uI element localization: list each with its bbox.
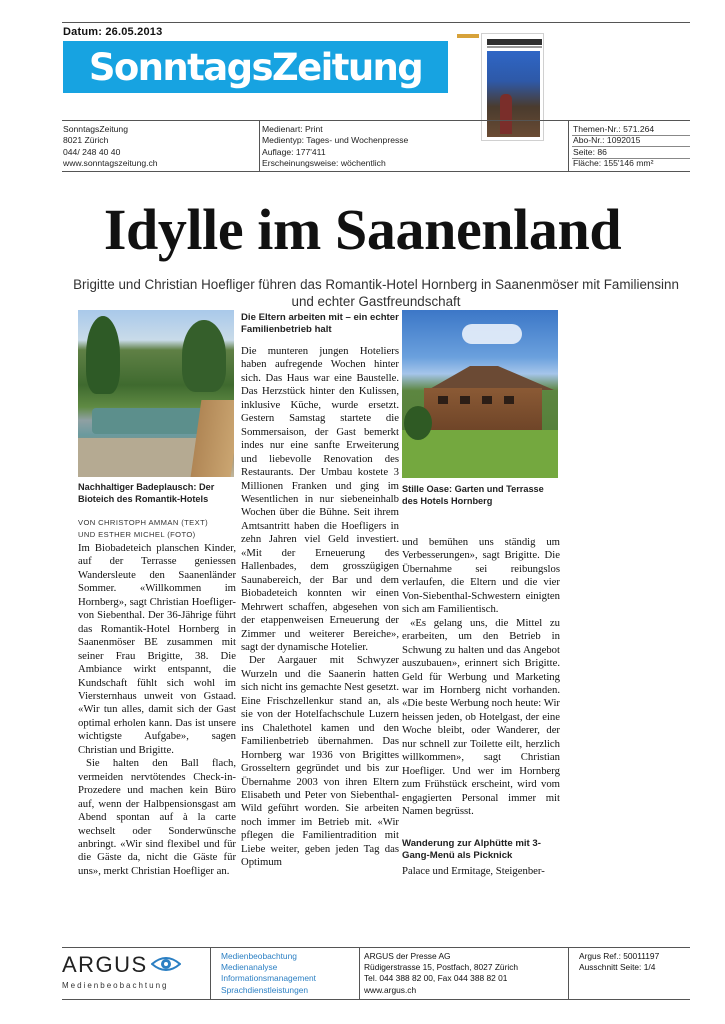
footer-divider: [568, 947, 569, 999]
publisher-info: [63, 124, 158, 170]
article-paragraph: Im Biobadeteich planschen Kinder, auf der Terrasse geniessen Wandersleute den Saanenländer Sommer. «Willkommen im Hornberg», sagt Christian Hoefliger-von Siebenthal. Der 36-Jährige führt das Romantik-Hotel Hornberg in Saanenmöser BE zusammen mit seiner Frau Brigitte, 38. Die Ambiance wirkt entspannt, die Kundschaft fühlt sich wohl im Viersternhaus unweit von Gstaad. «Wir tun alles, damit sich der Gast optimal erholen kann. Das ist unsere wichtigste Aufgabe», sagen Christian und Brigitte.: [78, 542, 236, 756]
article-column-2: [241, 345, 399, 870]
reference-row-rule: [572, 146, 690, 147]
article-paragraph: «Es gelang uns, die Mittel zu erarbeiten, um den Betrieb in Schwung zu halten und das Angebot auszubauen», erinnert sich Brigitte. Geld für Werbung und Marketing war im Hornberg nicht vorhanden. «Die beste Werbung noch heute: Wir heissen jeden, ob Hotelgast, der eine Woche bleibt, oder Wanderer, der nur schnell zur Toilette eilt, herzlich willkommen», sagt Christian Hoefliger. Und wer im Hornberg zum Frühstück erscheint, wird vom engagierten Personal immer mit Namen begrüsst.: [402, 616, 560, 818]
meta-rule-bottom: [62, 171, 690, 172]
eye-icon: [151, 955, 181, 973]
pond-photo: [78, 310, 234, 477]
photo-window: [460, 396, 470, 404]
date-label: Datum: 26.05.2013: [63, 26, 163, 38]
footer-rule-top: [62, 947, 690, 948]
service-item: Medienbeobachtung: [221, 951, 297, 961]
column-heading-family: Die Eltern arbeiten mit – ein echter Familienbetrieb halt: [241, 312, 399, 335]
reference-row-rule: [572, 158, 690, 159]
newspaper-logo-text: SonntagsZeitung: [88, 45, 423, 89]
argus-tagline: Medienbeobachtung: [62, 981, 169, 990]
media-circulation: Auflage: 177'411: [262, 146, 326, 157]
argus-refs: [579, 951, 659, 973]
article-paragraph: und bemühen uns ständig um Verbesserungen», sagt Brigitte. Die Übernahme sei reibungslos verlaufen, die Eltern und die vier Von-Siebenthal-Schwestern einigten sich am Familientisch.: [402, 536, 560, 616]
article-paragraph: Palace und Ermitage, Steigenber-: [402, 865, 545, 877]
argus-logo: ARGUS: [62, 952, 148, 977]
photo-tree: [86, 316, 120, 394]
media-type: Medienart: Print: [262, 124, 323, 134]
address-url[interactable]: www.argus.ch: [364, 984, 417, 995]
footer-divider: [359, 947, 360, 999]
photo-window: [438, 396, 448, 404]
header-rule: [62, 22, 690, 23]
footer-divider: [210, 947, 211, 999]
subscription-number: Abo-Nr.: 1092015: [573, 135, 641, 146]
photo-cloud: [462, 324, 522, 344]
photo-pond: [92, 408, 204, 434]
article-subhead: Brigitte und Christian Hoefliger führen das Romantik-Hotel Hornberg in Saanenmöser mit Familiensinn und echter Gastfreundschaft: [73, 277, 679, 309]
meta-divider: [259, 120, 260, 171]
byline-author: VON CHRISTOPH AMMAN (TEXT): [78, 518, 209, 527]
photo-bush: [404, 406, 432, 440]
publisher-city: 8021 Zürich: [63, 135, 109, 146]
thumbnail-title-bar: [487, 39, 542, 45]
media-frequency: Erscheinungsweise: wöchentlich: [262, 158, 386, 169]
article-column-3-tail: [402, 865, 560, 878]
hotel-photo: [402, 310, 558, 478]
photo-caption-hotel: Stille Oase: Garten und Terrasse des Hotels Hornberg: [402, 484, 544, 506]
page-number: Seite: 86: [573, 146, 607, 157]
service-item: Sprachdienstleistungen: [221, 984, 309, 995]
address-company: ARGUS der Presse AG: [364, 951, 451, 961]
article-byline: [78, 517, 236, 541]
article-column-1: [78, 542, 236, 878]
byline-photographer: UND ESTHER MICHEL (FOTO): [78, 530, 196, 539]
address-street: Rüdigerstrasse 15, Postfach, 8027 Zürich: [364, 962, 519, 973]
service-item: Informationsmanagement: [221, 973, 316, 984]
meta-divider: [568, 120, 569, 171]
thumbnail-subtitle-bar: [487, 46, 542, 48]
photo-caption-pond: Nachhaltiger Badeplausch: Der Bioteich des Romantik-Hotels: [78, 482, 215, 504]
photo-chalet: [424, 388, 542, 430]
publisher-phone: 044/ 248 40 40: [63, 146, 121, 157]
publisher-url[interactable]: www.sonntagszeitung.ch: [63, 158, 158, 169]
argus-services: [221, 951, 316, 996]
meta-rule-top: [62, 120, 690, 121]
photo-tree: [182, 320, 226, 392]
column-heading-hike: Wanderung zur Alphütte mit 3-Gang-Menü als Picknick: [402, 838, 541, 861]
photo-stones: [78, 438, 198, 477]
publisher-name: SonntagsZeitung: [63, 124, 128, 134]
article-paragraph: Die munteren jungen Hoteliers haben aufregende Wochen hinter sich. Das Haus war eine Baustelle. Das Herzstück hinter den Kulissen, inklusive Küche, wurde ersetzt. Gestern Samstag startete die Sommersaison, der Gast bemerkt indes nur eine sanfte Erweiterung und liebevolle Renovation des Restaurants. Der Umbau kostete 3 Millionen Franken und ging im Wesentlichen in nur siebeneinhalb Wochen über die Bühne. Seit ihrem Amtsantritt haben die Hoefligers in zehn Jahren viel Geld investiert. «Mit der Erneuerung des Hallenbades, dem grosszügigen Saunabereich, der Bar und dem Biobadeteich konnten wir einen Mehrwert schaffen, abgesehen von der etappenweisen Erneuerung der Zimmer und weiterer Bereiche», sagt der dynamische Hotelier.: [241, 345, 399, 653]
service-item: Medienanalyse: [221, 962, 278, 973]
reference-row-rule: [572, 135, 690, 136]
argus-reference: Argus Ref.: 50011197: [579, 951, 660, 961]
thumbnail-person: [500, 94, 512, 134]
thumbnail-photo: [487, 51, 540, 137]
area-size: Fläche: 155'146 mm²: [573, 158, 654, 169]
argus-address: [364, 951, 518, 996]
newspaper-logo: [63, 41, 448, 93]
address-phone: Tel. 044 388 82 00, Fax 044 388 82 01: [364, 973, 508, 984]
page-thumbnail[interactable]: [481, 33, 544, 141]
photo-window: [482, 396, 492, 404]
footer-rule-bottom: [62, 999, 690, 1000]
article-column-3: [402, 536, 560, 819]
article-headline: Idylle im Saanenland: [103, 197, 622, 262]
article-paragraph: Der Aargauer mit Schwyzer Wurzeln und die Saanerin hatten sich nicht ins gemachte Nest gesetzt. Eine Frischzellenkur stand an, als sie von der Hotelfachschule Luzern ins Chalethotel kamen und den Familienbetrieb übernahmen. Das Hornberg war 1936 von Brigittes Grosseltern gegründet und bis zur Übernahme 2003 von ihren Eltern Elisabeth und Peter von Siebenthal-Wild geführt worden. Sie arbeiten noch immer im Betrieb mit. «Wir pflegen die Familientradition mit Liebe weiter, geben jeden Tag das Optimum: [241, 654, 399, 869]
photo-window: [504, 396, 514, 404]
media-category: Medientyp: Tages- und Wochenpresse: [262, 135, 409, 146]
photo-roof: [414, 366, 554, 390]
clipping-page: Ausschnitt Seite: 1/4: [579, 962, 656, 973]
topic-number: Themen-Nr.: 571.264: [573, 124, 655, 134]
article-paragraph: Sie halten den Ball flach, vermeiden nervtötendes Check-in-Prozedere und machen kein Büro auf, wenn der Halbpensionsgast am Abend spontan auf à la carte wechselt oder Sonderwünsche anbringt. «Wir sind flexibel und für die Gäste da, nicht die Gäste für uns», merkt Christian Hoefliger an.: [78, 757, 236, 877]
media-info: [262, 124, 408, 170]
thumbnail-tag: [457, 34, 479, 38]
